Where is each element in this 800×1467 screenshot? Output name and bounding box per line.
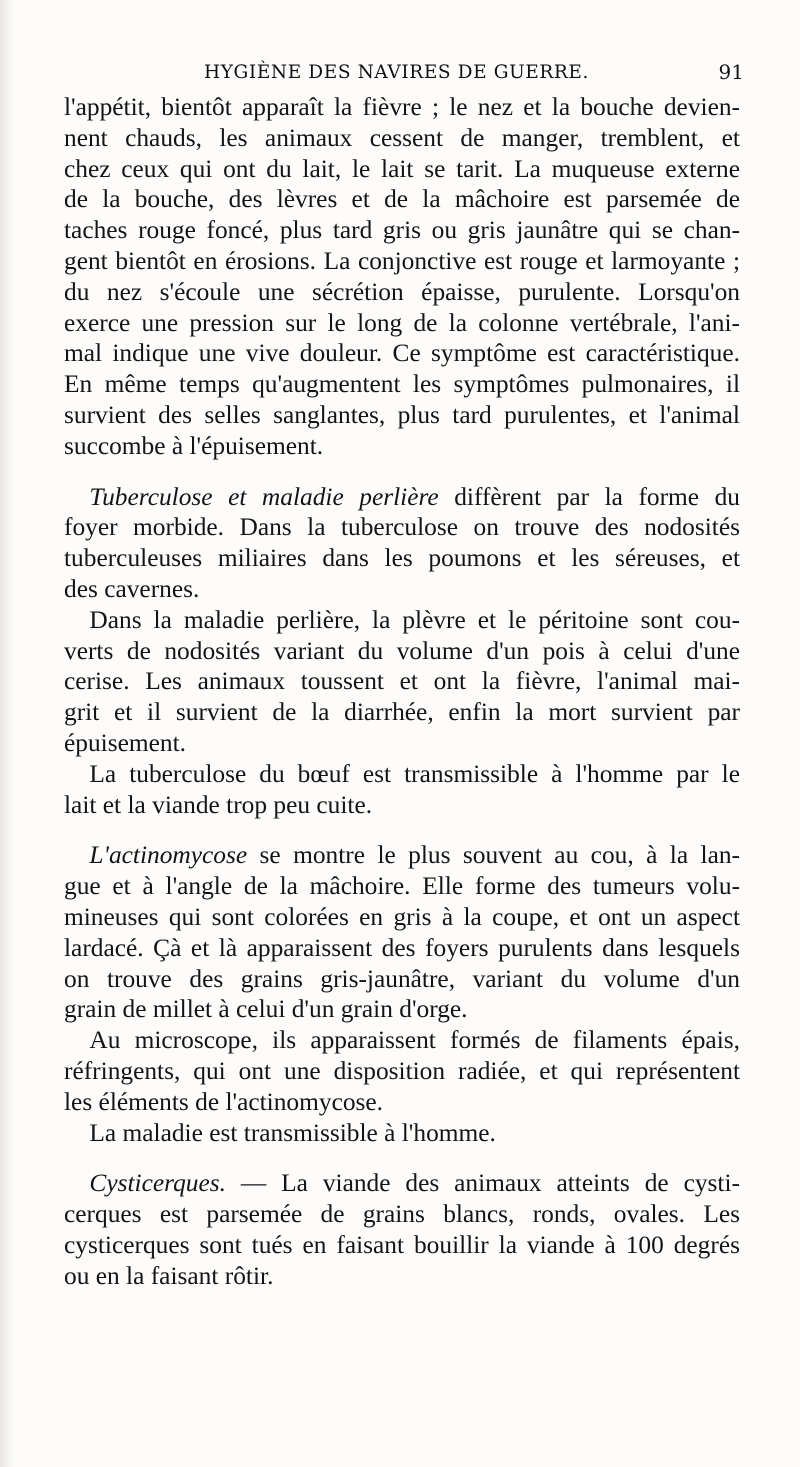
text-line: l'appétit, bientôt apparaît la fièvre ; le nez et la bouche devien- [64,93,740,121]
text-line [64,605,740,636]
text-line: grit et il survient de la diarrhée, enfin la mort survient par [64,698,740,727]
text-line: foyer morbide. Dans la tuberculose on trouve des nodosités [64,513,740,542]
text-line: verts de nodosités variant du volume d'un pois à celui d'une [64,636,740,665]
paragraph-gap [64,820,740,840]
text-line: des cavernes. [64,574,200,603]
paragraph-5 [64,840,740,1025]
text-line: survient des selles sanglantes, plus tard purulentes, et l'animal [64,400,740,429]
text-run: Dans la maladie perlière, la plèvre et le péritoine sont cou- [89,605,740,634]
text-line: taches rouge foncé, plus tard gris ou gris jaunâtre qui se chan- [64,216,740,245]
section-term-actinomycose: L'actinomycose [89,841,248,870]
text-run: Au microscope, ils apparaissent formés de filaments épais, [89,1026,740,1055]
text-line: cerise. Les animaux toussent et ont la fièvre, l'animal mai- [64,667,740,696]
page-spine-shadow [0,0,14,1467]
text-line [64,1118,740,1149]
text-run: diffèrent par la forme du [438,482,740,511]
text-line: ou en la faisant rôtir. [64,1261,274,1290]
paragraph-1 [64,92,740,462]
text-run: La tuberculose du bœuf est transmissible à l'homme par le [89,759,740,788]
text-line-with-term [64,840,740,871]
text-line: épuisement. [64,728,186,757]
text-line: réfringents, qui ont une disposition radiée, et qui représentent [64,1056,740,1085]
text-line: succombe à l'épuisement. [64,431,324,460]
paragraph-2 [64,482,740,605]
text-line: gue et à l'angle de la mâchoire. Elle forme des tumeurs volu- [64,872,740,901]
text-line: mineuses qui sont colorées en gris à la coupe, et ont un aspect [64,902,740,931]
text-line-with-term [64,482,740,513]
section-term-tuberculose: Tuberculose et maladie perlière [89,482,439,511]
text-line: lait et la viande trop peu cuite. [64,790,373,819]
text-line: mal indique une vive douleur. Ce symptôme est caractéristique. [64,339,740,368]
text-line: exerce une pression sur le long de la colonne vertébrale, l'ani- [64,308,740,337]
body-text [64,92,740,1291]
paragraph-4 [64,759,740,821]
paragraph-gap [64,462,740,482]
text-line [64,1025,740,1056]
page-number: 91 [718,60,744,84]
text-line: En même temps qu'augmentent les symptômes pulmonaires, il [64,370,740,399]
running-head [62,60,742,90]
text-line: gent bientôt en érosions. La conjonctive est rouge et larmoyante ; [64,246,740,275]
text-line: nent chauds, les animaux cessent de manger, tremblent, et [64,123,740,152]
paragraph-3 [64,605,740,759]
text-run: La maladie est transmissible à l'homme. [89,1118,496,1147]
paragraph-7 [64,1118,740,1149]
section-term-cysticerques: Cysticerques. [89,1169,226,1198]
text-line: de la bouche, des lèvres et de la mâchoire est parsemée de [64,185,740,214]
text-line: les éléments de l'actinomycose. [64,1087,384,1116]
text-line: chez ceux qui ont du lait, le lait se tarit. La muqueuse externe [64,154,740,183]
text-line: tuberculeuses miliaires dans les poumons et les séreuses, et [64,544,740,573]
text-line: grain de millet à celui d'un grain d'orge. [64,995,468,1024]
text-run: se montre le plus souvent au cou, à la lan- [247,841,740,870]
running-head-title: HYGIÈNE DES NAVIRES DE GUERRE. [204,62,590,83]
text-line: cysticerques sont tués en faisant bouillir la viande à 100 degrés [64,1230,740,1259]
text-line: lardacé. Çà et là apparaissent des foyers purulents dans lesquels [64,933,740,962]
text-line: du nez s'écoule une sécrétion épaisse, purulente. Lorsqu'on [64,277,740,306]
paragraph-8 [64,1168,740,1291]
text-line [64,759,740,790]
text-line-with-term [64,1168,740,1199]
text-line: on trouve des grains gris-jaunâtre, variant du volume d'un [64,964,740,993]
paragraph-6 [64,1025,740,1117]
text-run: — La viande des animaux atteints de cysti- [225,1169,740,1198]
paragraph-gap [64,1148,740,1168]
text-line: cerques est parsemée de grains blancs, ronds, ovales. Les [64,1200,740,1229]
